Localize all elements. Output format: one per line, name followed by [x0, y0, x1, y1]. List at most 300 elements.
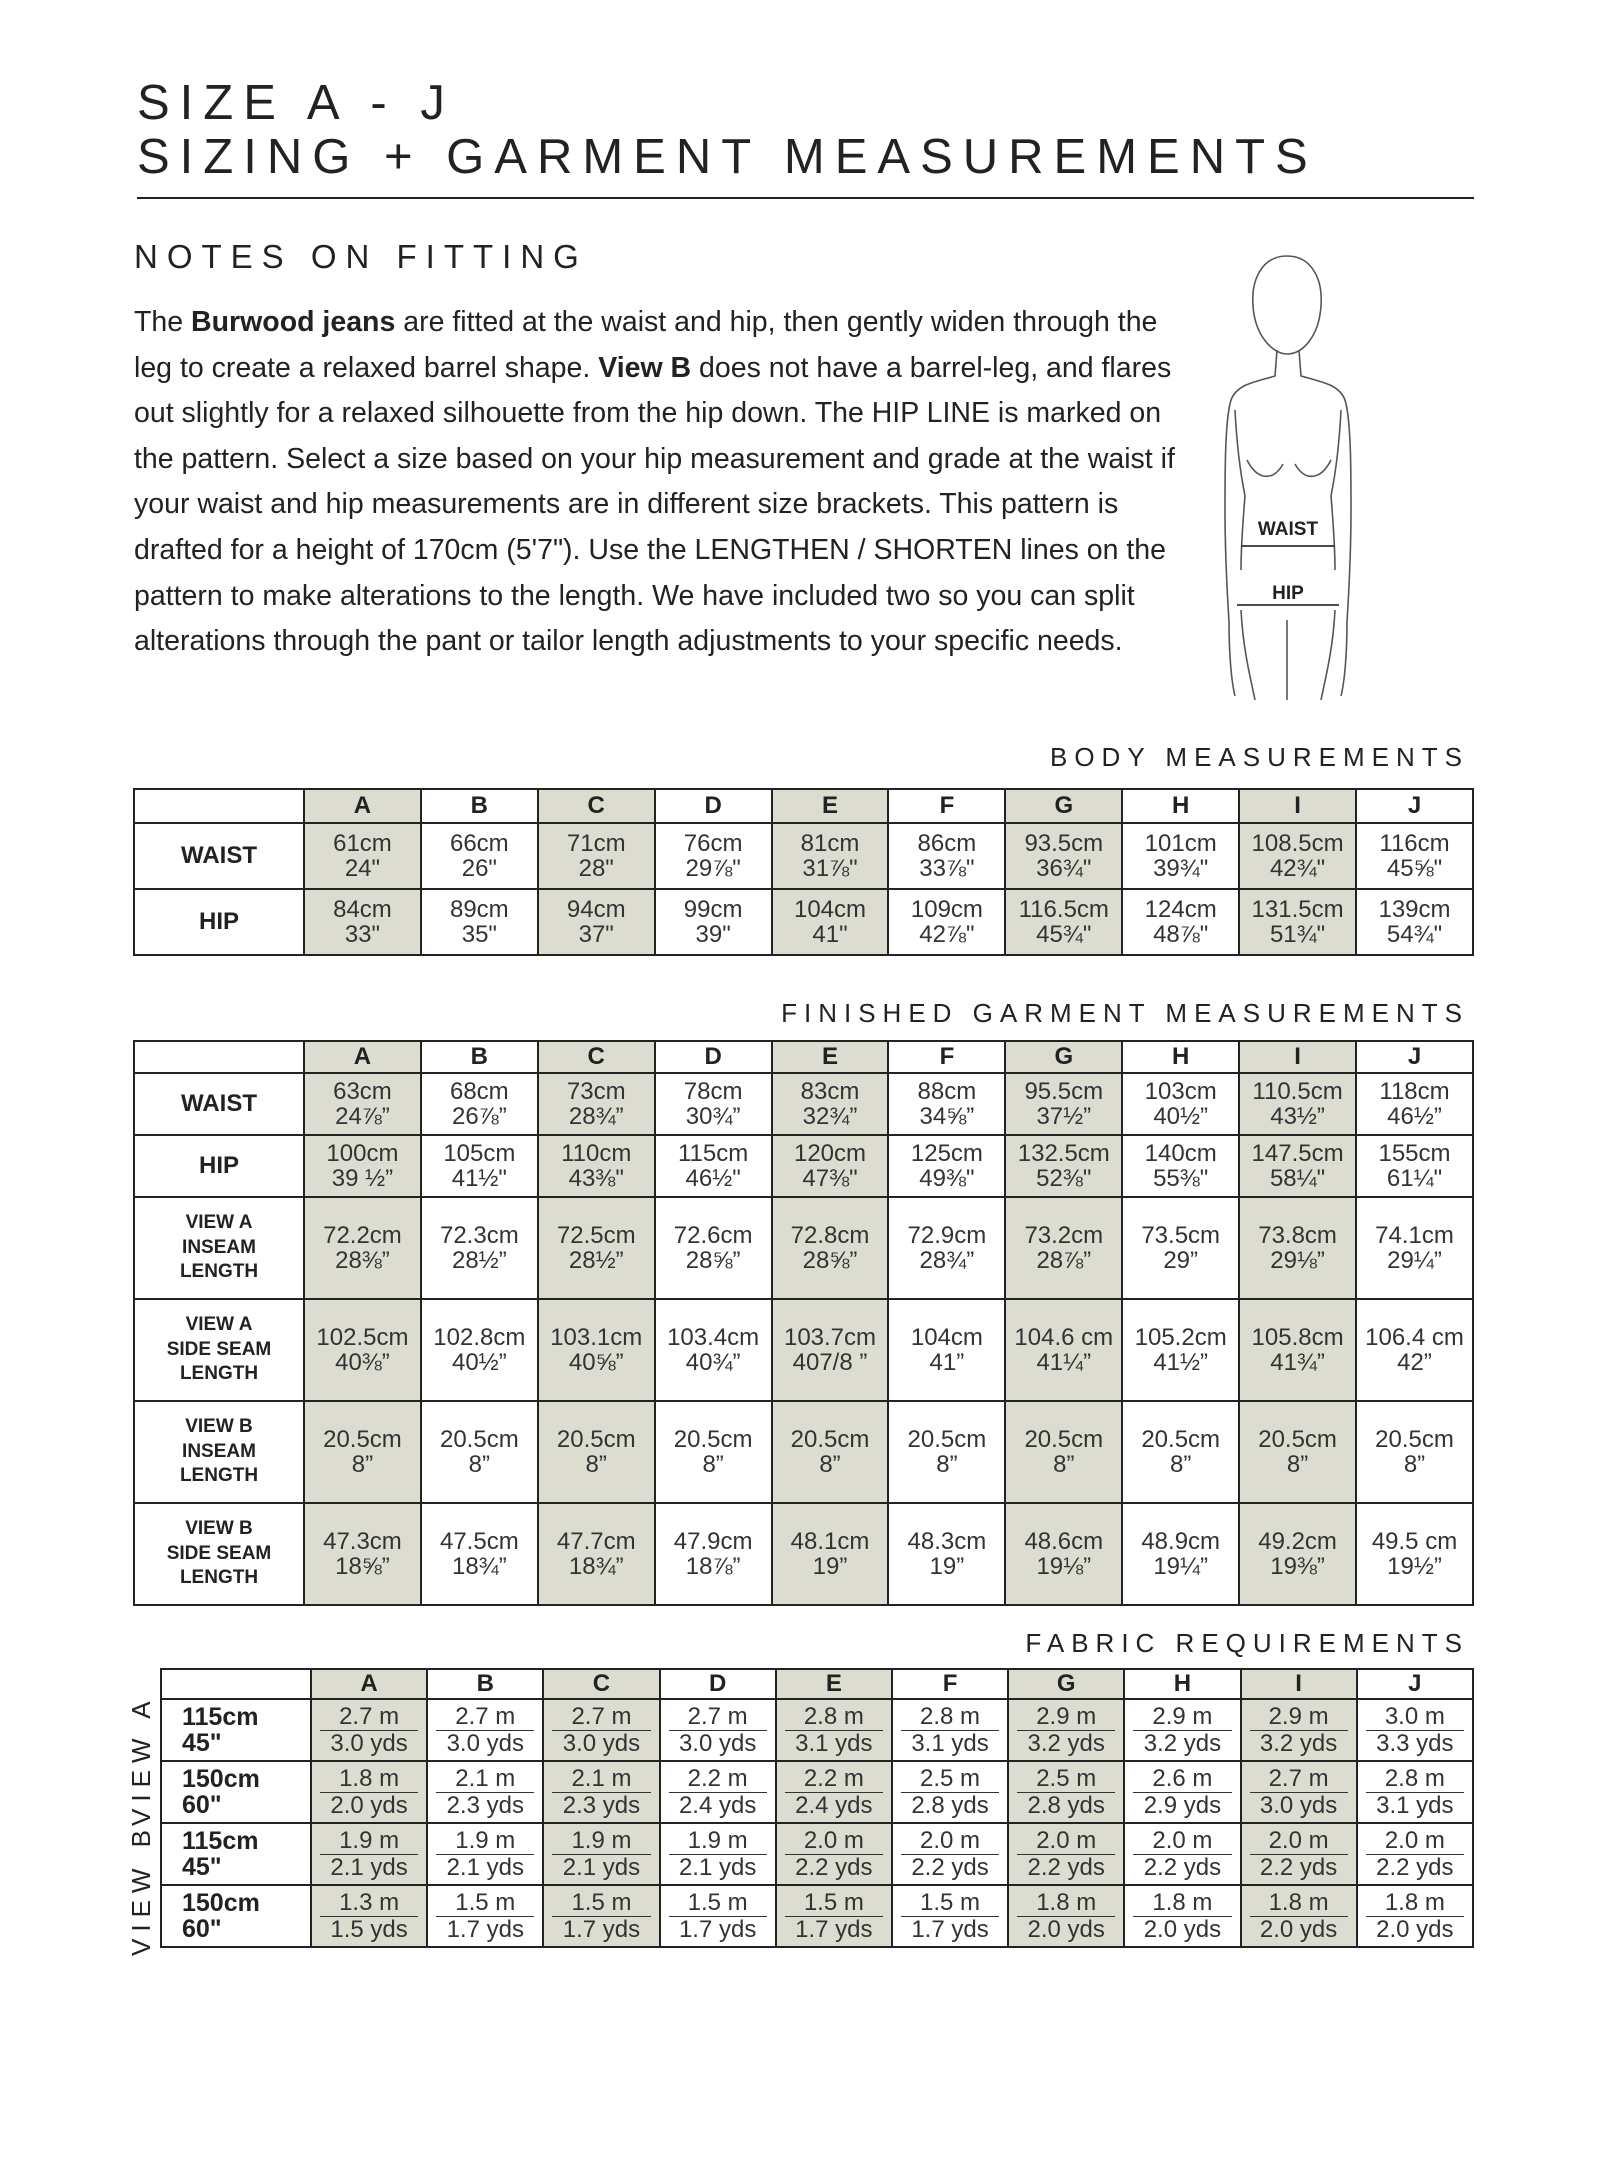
imperial-value: 2.3 yds — [446, 1791, 524, 1819]
table-row — [134, 889, 1473, 955]
row-label — [134, 1401, 304, 1503]
measurement-cell — [1239, 1073, 1356, 1135]
metric-value: 104cm — [910, 1323, 983, 1351]
metric-value: 147.5cm — [1251, 1139, 1344, 1167]
row-label-line: INSEAM — [182, 1440, 256, 1462]
metric-value: 20.5cm — [673, 1425, 753, 1453]
measurement-cell — [655, 1197, 772, 1299]
measurement-cell — [1239, 889, 1356, 955]
size-header-b: B — [421, 1041, 538, 1073]
metric-value: 110cm — [561, 1139, 632, 1167]
row-label — [134, 1299, 304, 1401]
metric-value: 63cm — [333, 1077, 392, 1105]
table-row — [161, 1885, 1473, 1947]
metric-value: 105.8cm — [1251, 1323, 1344, 1351]
imperial-value: 3.2 yds — [1027, 1729, 1105, 1757]
measurement-cell — [1241, 1823, 1357, 1885]
imperial-value: 1.7 yds — [911, 1915, 989, 1943]
imperial-value: 28" — [578, 855, 614, 882]
size-header-d: D — [660, 1669, 776, 1699]
metric-value: 2.2 m — [669, 1766, 767, 1792]
table-row — [134, 1503, 1473, 1605]
view-b-label: VIEW B — [126, 1822, 156, 1956]
row-label-line: 60" — [182, 1915, 222, 1943]
measurement-cell — [1005, 1073, 1122, 1135]
table-row — [161, 1761, 1473, 1823]
corner-cell — [134, 789, 304, 823]
measurement-cell — [543, 1761, 659, 1823]
metric-value: 48.3cm — [907, 1527, 987, 1555]
imperial-value: 52⅜" — [1036, 1165, 1092, 1192]
imperial-value: 2.2 yds — [1376, 1853, 1454, 1881]
imperial-value: 35" — [461, 921, 497, 948]
row-label-line: 45" — [182, 1729, 222, 1757]
metric-value: 2.6 m — [1133, 1766, 1231, 1792]
measurement-cell — [776, 1885, 892, 1947]
metric-value: 131.5cm — [1251, 895, 1344, 923]
imperial-value: 28¾” — [919, 1247, 975, 1274]
imperial-value: 24" — [344, 855, 381, 882]
measurement-cell — [421, 1503, 538, 1605]
imperial-value: 39" — [695, 921, 731, 948]
imperial-value: 19” — [929, 1553, 965, 1580]
metric-value: 2.7 m — [436, 1704, 534, 1730]
measurement-cell — [888, 1073, 1005, 1135]
imperial-value: 39¾" — [1153, 855, 1209, 882]
measurement-cell — [538, 1197, 655, 1299]
imperial-value: 19½” — [1387, 1553, 1442, 1580]
metric-value: 1.5 m — [552, 1890, 650, 1916]
metric-value: 72.9cm — [907, 1221, 987, 1249]
metric-value: 1.9 m — [669, 1828, 767, 1854]
metric-value: 139cm — [1378, 895, 1451, 923]
table-row — [134, 823, 1473, 889]
imperial-value: 43½” — [1270, 1103, 1325, 1130]
fabric-requirements-table — [160, 1668, 1474, 1948]
measurement-cell — [1239, 1197, 1356, 1299]
metric-value: 132.5cm — [1017, 1139, 1110, 1167]
metric-value: 71cm — [566, 829, 626, 857]
imperial-value: 40½” — [451, 1349, 507, 1376]
metric-value: 89cm — [449, 895, 509, 923]
measurement-cell — [538, 1503, 655, 1605]
metric-value: 1.8 m — [1366, 1890, 1464, 1916]
measurement-cell — [421, 1135, 538, 1197]
row-label — [161, 1699, 311, 1761]
size-header-f: F — [892, 1669, 1008, 1699]
imperial-value: 1.7 yds — [678, 1915, 757, 1943]
metric-value: 20.5cm — [323, 1425, 402, 1453]
metric-value: 73.5cm — [1141, 1221, 1221, 1249]
imperial-value: 1.5 yds — [330, 1915, 408, 1943]
measurement-cell — [538, 889, 655, 955]
imperial-value: 8” — [819, 1451, 841, 1478]
imperial-value: 2.0 yds — [1143, 1915, 1222, 1943]
corner-cell — [161, 1669, 311, 1699]
metric-value: 94cm — [566, 895, 626, 923]
imperial-value: 2.9 yds — [1143, 1791, 1222, 1819]
metric-value: 2.7 m — [669, 1704, 767, 1730]
size-header-b: B — [421, 789, 538, 823]
metric-value: 1.5 m — [901, 1890, 999, 1916]
imperial-value: 47⅜" — [802, 1165, 858, 1192]
imperial-value: 33" — [344, 921, 381, 948]
imperial-value: 3.0 yds — [562, 1729, 641, 1757]
metric-value: 115cm — [677, 1139, 749, 1167]
metric-value: 2.5 m — [1017, 1766, 1115, 1792]
measurement-cell — [1122, 889, 1239, 955]
imperial-value: 39 ½” — [331, 1165, 394, 1192]
metric-value: 1.8 m — [1133, 1890, 1231, 1916]
measurement-cell — [421, 1299, 538, 1401]
measurement-cell — [776, 1761, 892, 1823]
measurement-cell — [1239, 1401, 1356, 1503]
metric-value: 2.0 m — [785, 1828, 883, 1854]
imperial-value: 41¼” — [1036, 1349, 1092, 1376]
row-label — [134, 1197, 304, 1299]
imperial-value: 3.0 yds — [678, 1729, 757, 1757]
measurement-cell — [660, 1699, 776, 1761]
metric-value: 105cm — [443, 1139, 516, 1167]
metric-value: 106.4 cm — [1365, 1323, 1464, 1351]
imperial-value: 45¾" — [1036, 921, 1092, 948]
imperial-value: 2.2 yds — [911, 1853, 989, 1881]
imperial-value: 42” — [1397, 1349, 1432, 1376]
metric-value: 1.8 m — [1250, 1890, 1348, 1916]
imperial-value: 33⅞" — [919, 855, 975, 882]
metric-value: 2.9 m — [1017, 1704, 1115, 1730]
measurement-cell — [421, 1401, 538, 1503]
metric-value: 2.9 m — [1133, 1704, 1231, 1730]
imperial-value: 26" — [461, 855, 497, 882]
imperial-value: 28⅝” — [685, 1247, 741, 1274]
measurement-cell — [427, 1761, 543, 1823]
size-header-d: D — [655, 1041, 772, 1073]
imperial-value: 42¾" — [1269, 855, 1326, 882]
metric-value: 48.1cm — [790, 1527, 870, 1555]
measurement-cell — [1124, 1761, 1240, 1823]
imperial-value: 2.8 yds — [911, 1791, 989, 1819]
metric-value: 72.3cm — [439, 1221, 519, 1249]
measurement-cell — [1005, 1503, 1122, 1605]
imperial-value: 28⅞” — [1036, 1247, 1092, 1274]
measurement-cell — [655, 1135, 772, 1197]
notes-heading: NOTES ON FITTING — [134, 238, 588, 275]
measurement-cell — [772, 1073, 889, 1135]
title-line-1: SIZE A - J — [137, 76, 455, 130]
corner-cell — [134, 1041, 304, 1073]
imperial-value: 3.0 yds — [1259, 1791, 1338, 1819]
imperial-value: 40⅜” — [335, 1349, 390, 1376]
size-header-g: G — [1005, 789, 1122, 823]
imperial-value: 29” — [1163, 1247, 1199, 1274]
body-measurements-table — [133, 788, 1474, 956]
table-row — [161, 1823, 1473, 1885]
imperial-value: 28¾” — [568, 1103, 624, 1130]
measurement-cell — [1124, 1699, 1240, 1761]
metric-value: 118cm — [1379, 1077, 1450, 1105]
measurement-cell — [660, 1823, 776, 1885]
imperial-value: 8” — [702, 1451, 724, 1478]
notes-text-3: does not have a barrel-leg, and flares out slightly for a relaxed silhouette from the hip down. The HIP LINE is marked on the pattern. Select a size based on your hip measurement and grade at the waist if your waist and hip measurements are in different size brackets. This pattern is drafted for a height of 170cm (5'7"). Use the LENGTHEN / SHORTEN lines on the pattern to make alterations to the length. We have included two so you can split alterations through the pant or tailor length adjustments to your specific needs. — [134, 351, 1175, 658]
row-label: HIP — [134, 889, 304, 955]
imperial-value: 19⅜” — [1270, 1553, 1325, 1580]
metric-value: 47.3cm — [323, 1527, 402, 1555]
metric-value: 78cm — [683, 1077, 743, 1105]
size-header-j: J — [1356, 1041, 1473, 1073]
measurement-cell — [888, 1135, 1005, 1197]
measurement-cell — [1241, 1699, 1357, 1761]
imperial-value: 30¾” — [685, 1103, 741, 1130]
measurement-cell — [543, 1823, 659, 1885]
metric-value: 74.1cm — [1375, 1221, 1454, 1249]
measurement-cell — [655, 889, 772, 955]
size-header-f: F — [888, 789, 1005, 823]
table-row — [134, 1073, 1473, 1135]
measurement-cell — [888, 1503, 1005, 1605]
measurement-cell — [1005, 1401, 1122, 1503]
metric-value: 1.8 m — [320, 1766, 418, 1792]
table-row — [161, 1699, 1473, 1761]
imperial-value: 3.3 yds — [1376, 1729, 1454, 1757]
imperial-value: 46½" — [685, 1165, 741, 1192]
measurement-cell — [888, 823, 1005, 889]
measurement-cell — [1241, 1885, 1357, 1947]
measurement-cell — [892, 1885, 1008, 1947]
imperial-value: 36¾" — [1036, 855, 1092, 882]
imperial-value: 8” — [585, 1451, 607, 1478]
row-label-line: INSEAM — [182, 1236, 256, 1258]
imperial-value: 407/8 ” — [792, 1349, 868, 1376]
metric-value: 99cm — [683, 895, 743, 923]
metric-value: 2.0 m — [901, 1828, 999, 1854]
measurement-cell — [1008, 1761, 1124, 1823]
measurement-cell — [772, 823, 889, 889]
measurement-cell — [304, 823, 421, 889]
measurement-cell — [427, 1885, 543, 1947]
imperial-value: 1.7 yds — [562, 1915, 641, 1943]
metric-value: 2.1 m — [552, 1766, 650, 1792]
metric-value: 102.5cm — [316, 1323, 409, 1351]
size-header-g: G — [1005, 1041, 1122, 1073]
imperial-value: 18⅞” — [685, 1553, 741, 1580]
metric-value: 2.7 m — [1250, 1766, 1348, 1792]
imperial-value: 28½” — [451, 1247, 507, 1274]
measurement-cell — [1122, 1299, 1239, 1401]
measurement-cell — [1241, 1761, 1357, 1823]
metric-value: 20.5cm — [1141, 1425, 1221, 1453]
metric-value: 102.8cm — [433, 1323, 526, 1351]
metric-value: 76cm — [683, 829, 743, 857]
metric-value: 2.0 m — [1017, 1828, 1115, 1854]
imperial-value: 34⅝” — [919, 1103, 975, 1130]
imperial-value: 26⅞” — [451, 1103, 507, 1130]
size-header-c: C — [543, 1669, 659, 1699]
metric-value: 124cm — [1144, 895, 1217, 923]
metric-value: 66cm — [449, 829, 509, 857]
imperial-value: 19⅛” — [1036, 1553, 1092, 1580]
row-label-line: SIDE SEAM — [166, 1542, 272, 1564]
measurement-cell — [421, 1073, 538, 1135]
size-header-j: J — [1356, 789, 1473, 823]
metric-value: 2.0 m — [1250, 1828, 1348, 1854]
metric-value: 3.0 m — [1366, 1704, 1464, 1730]
measurement-cell — [772, 1135, 889, 1197]
metric-value: 105.2cm — [1134, 1323, 1227, 1351]
row-label-line: VIEW B — [185, 1415, 253, 1437]
metric-value: 73cm — [566, 1077, 626, 1105]
imperial-value: 2.4 yds — [678, 1791, 757, 1819]
metric-value: 1.9 m — [552, 1828, 650, 1854]
metric-value: 1.5 m — [669, 1890, 767, 1916]
imperial-value: 51¾" — [1269, 921, 1326, 948]
metric-value: 49.5 cm — [1371, 1527, 1458, 1555]
notes-paragraph — [134, 300, 1184, 665]
imperial-value: 49⅜" — [919, 1165, 975, 1192]
measurement-cell — [888, 1197, 1005, 1299]
metric-value: 100cm — [326, 1139, 399, 1167]
metric-value: 2.8 m — [1366, 1766, 1464, 1792]
imperial-value: 37" — [578, 921, 614, 948]
measurement-cell — [1239, 1135, 1356, 1197]
measurement-cell — [1357, 1823, 1473, 1885]
measurement-cell — [543, 1699, 659, 1761]
imperial-value: 18⅝” — [335, 1553, 390, 1580]
measurement-cell — [1124, 1885, 1240, 1947]
notes-text-2: are fitted at the waist and hip, then gently widen through the leg to create a relaxed barrel shape. — [134, 306, 1158, 384]
row-label-line: SIDE SEAM — [166, 1338, 272, 1360]
metric-value: 68cm — [449, 1077, 509, 1105]
imperial-value: 54¾" — [1386, 921, 1443, 948]
measurement-cell — [772, 889, 889, 955]
row-label-line: 150cm — [182, 1764, 260, 1793]
measurement-cell — [304, 1401, 421, 1503]
row-label — [161, 1823, 311, 1885]
metric-value: 104.6 cm — [1014, 1323, 1114, 1351]
imperial-value: 41¾” — [1270, 1349, 1325, 1376]
measurement-cell — [1124, 1823, 1240, 1885]
imperial-value: 1.7 yds — [795, 1915, 873, 1943]
measurement-cell — [660, 1885, 776, 1947]
measurement-cell — [421, 1197, 538, 1299]
measurement-cell — [304, 1299, 421, 1401]
metric-value: 47.5cm — [439, 1527, 519, 1555]
size-header-a: A — [304, 789, 421, 823]
metric-value: 20.5cm — [907, 1425, 987, 1453]
metric-value: 48.9cm — [1141, 1527, 1221, 1555]
row-label-line: VIEW B — [185, 1517, 253, 1539]
imperial-value: 8” — [468, 1451, 490, 1478]
imperial-value: 41½" — [451, 1165, 507, 1192]
metric-value: 103.7cm — [783, 1323, 877, 1351]
imperial-value: 28⅝” — [802, 1247, 858, 1274]
measurement-cell — [1239, 823, 1356, 889]
imperial-value: 45⅝" — [1386, 855, 1443, 882]
imperial-value: 2.0 yds — [1376, 1915, 1454, 1943]
view-side-labels — [126, 1694, 156, 1960]
size-header-b: B — [427, 1669, 543, 1699]
metric-value: 2.9 m — [1250, 1704, 1348, 1730]
measurement-cell — [538, 823, 655, 889]
measurement-cell — [304, 1135, 421, 1197]
measurement-cell — [1122, 823, 1239, 889]
size-header-a: A — [311, 1669, 427, 1699]
imperial-value: 3.1 yds — [795, 1729, 873, 1757]
row-label-line: LENGTH — [179, 1465, 259, 1487]
imperial-value: 29⅛” — [1270, 1247, 1325, 1274]
metric-value: 2.8 m — [901, 1704, 999, 1730]
measurement-cell — [1357, 1885, 1473, 1947]
measurement-cell — [655, 823, 772, 889]
measurement-cell — [1356, 1401, 1473, 1503]
metric-value: 20.5cm — [1024, 1425, 1104, 1453]
measurement-cell — [304, 1197, 421, 1299]
imperial-value: 61¼" — [1386, 1165, 1443, 1192]
measurement-cell — [311, 1823, 427, 1885]
imperial-value: 24⅞” — [335, 1103, 390, 1130]
measurement-cell — [776, 1699, 892, 1761]
measurement-cell — [538, 1135, 655, 1197]
metric-value: 20.5cm — [439, 1425, 519, 1453]
row-label: HIP — [134, 1135, 304, 1197]
metric-value: 2.5 m — [901, 1766, 999, 1792]
metric-value: 103.4cm — [667, 1323, 760, 1351]
table-row — [134, 1401, 1473, 1503]
metric-value: 101cm — [1144, 829, 1217, 857]
size-header-i: I — [1239, 1041, 1356, 1073]
metric-value: 73.2cm — [1024, 1221, 1104, 1249]
measurement-cell — [1356, 823, 1473, 889]
waist-line-label: WAIST — [1257, 519, 1319, 540]
measurement-cell — [776, 1823, 892, 1885]
imperial-value: 41” — [929, 1349, 965, 1376]
measurement-cell — [892, 1699, 1008, 1761]
measurement-cell — [1357, 1699, 1473, 1761]
body-measurements-heading: BODY MEASUREMENTS — [1049, 742, 1469, 772]
size-header-h: H — [1122, 789, 1239, 823]
metric-value: 81cm — [800, 829, 860, 857]
row-label: WAIST — [134, 1073, 304, 1135]
measurement-cell — [892, 1823, 1008, 1885]
metric-value: 108.5cm — [1251, 829, 1344, 857]
imperial-value: 19” — [812, 1553, 848, 1580]
imperial-value: 40½” — [1153, 1103, 1209, 1130]
imperial-value: 37½” — [1036, 1103, 1092, 1130]
measurement-cell — [1356, 1299, 1473, 1401]
measurement-cell — [888, 1299, 1005, 1401]
imperial-value: 55⅜" — [1153, 1165, 1209, 1192]
measurement-cell — [311, 1699, 427, 1761]
title-divider — [137, 197, 1474, 199]
measurement-cell — [892, 1761, 1008, 1823]
measurement-cell — [1008, 1823, 1124, 1885]
metric-value: 47.9cm — [673, 1527, 753, 1555]
metric-value: 2.0 m — [1133, 1828, 1231, 1854]
metric-value: 20.5cm — [556, 1425, 636, 1453]
imperial-value: 29¼” — [1387, 1247, 1442, 1274]
measurement-cell — [538, 1073, 655, 1135]
measurement-cell — [1356, 1503, 1473, 1605]
measurement-cell — [1008, 1699, 1124, 1761]
imperial-value: 40⅝” — [568, 1349, 624, 1376]
size-header-c: C — [538, 789, 655, 823]
finished-garment-heading: FINISHED GARMENT MEASUREMENTS — [781, 998, 1469, 1028]
size-header-f: F — [888, 1041, 1005, 1073]
metric-value: 48.6cm — [1024, 1527, 1104, 1555]
imperial-value: 2.8 yds — [1027, 1791, 1105, 1819]
fabric-requirements-heading: FABRIC REQUIREMENTS — [1025, 1628, 1469, 1658]
imperial-value: 2.2 yds — [1027, 1853, 1105, 1881]
